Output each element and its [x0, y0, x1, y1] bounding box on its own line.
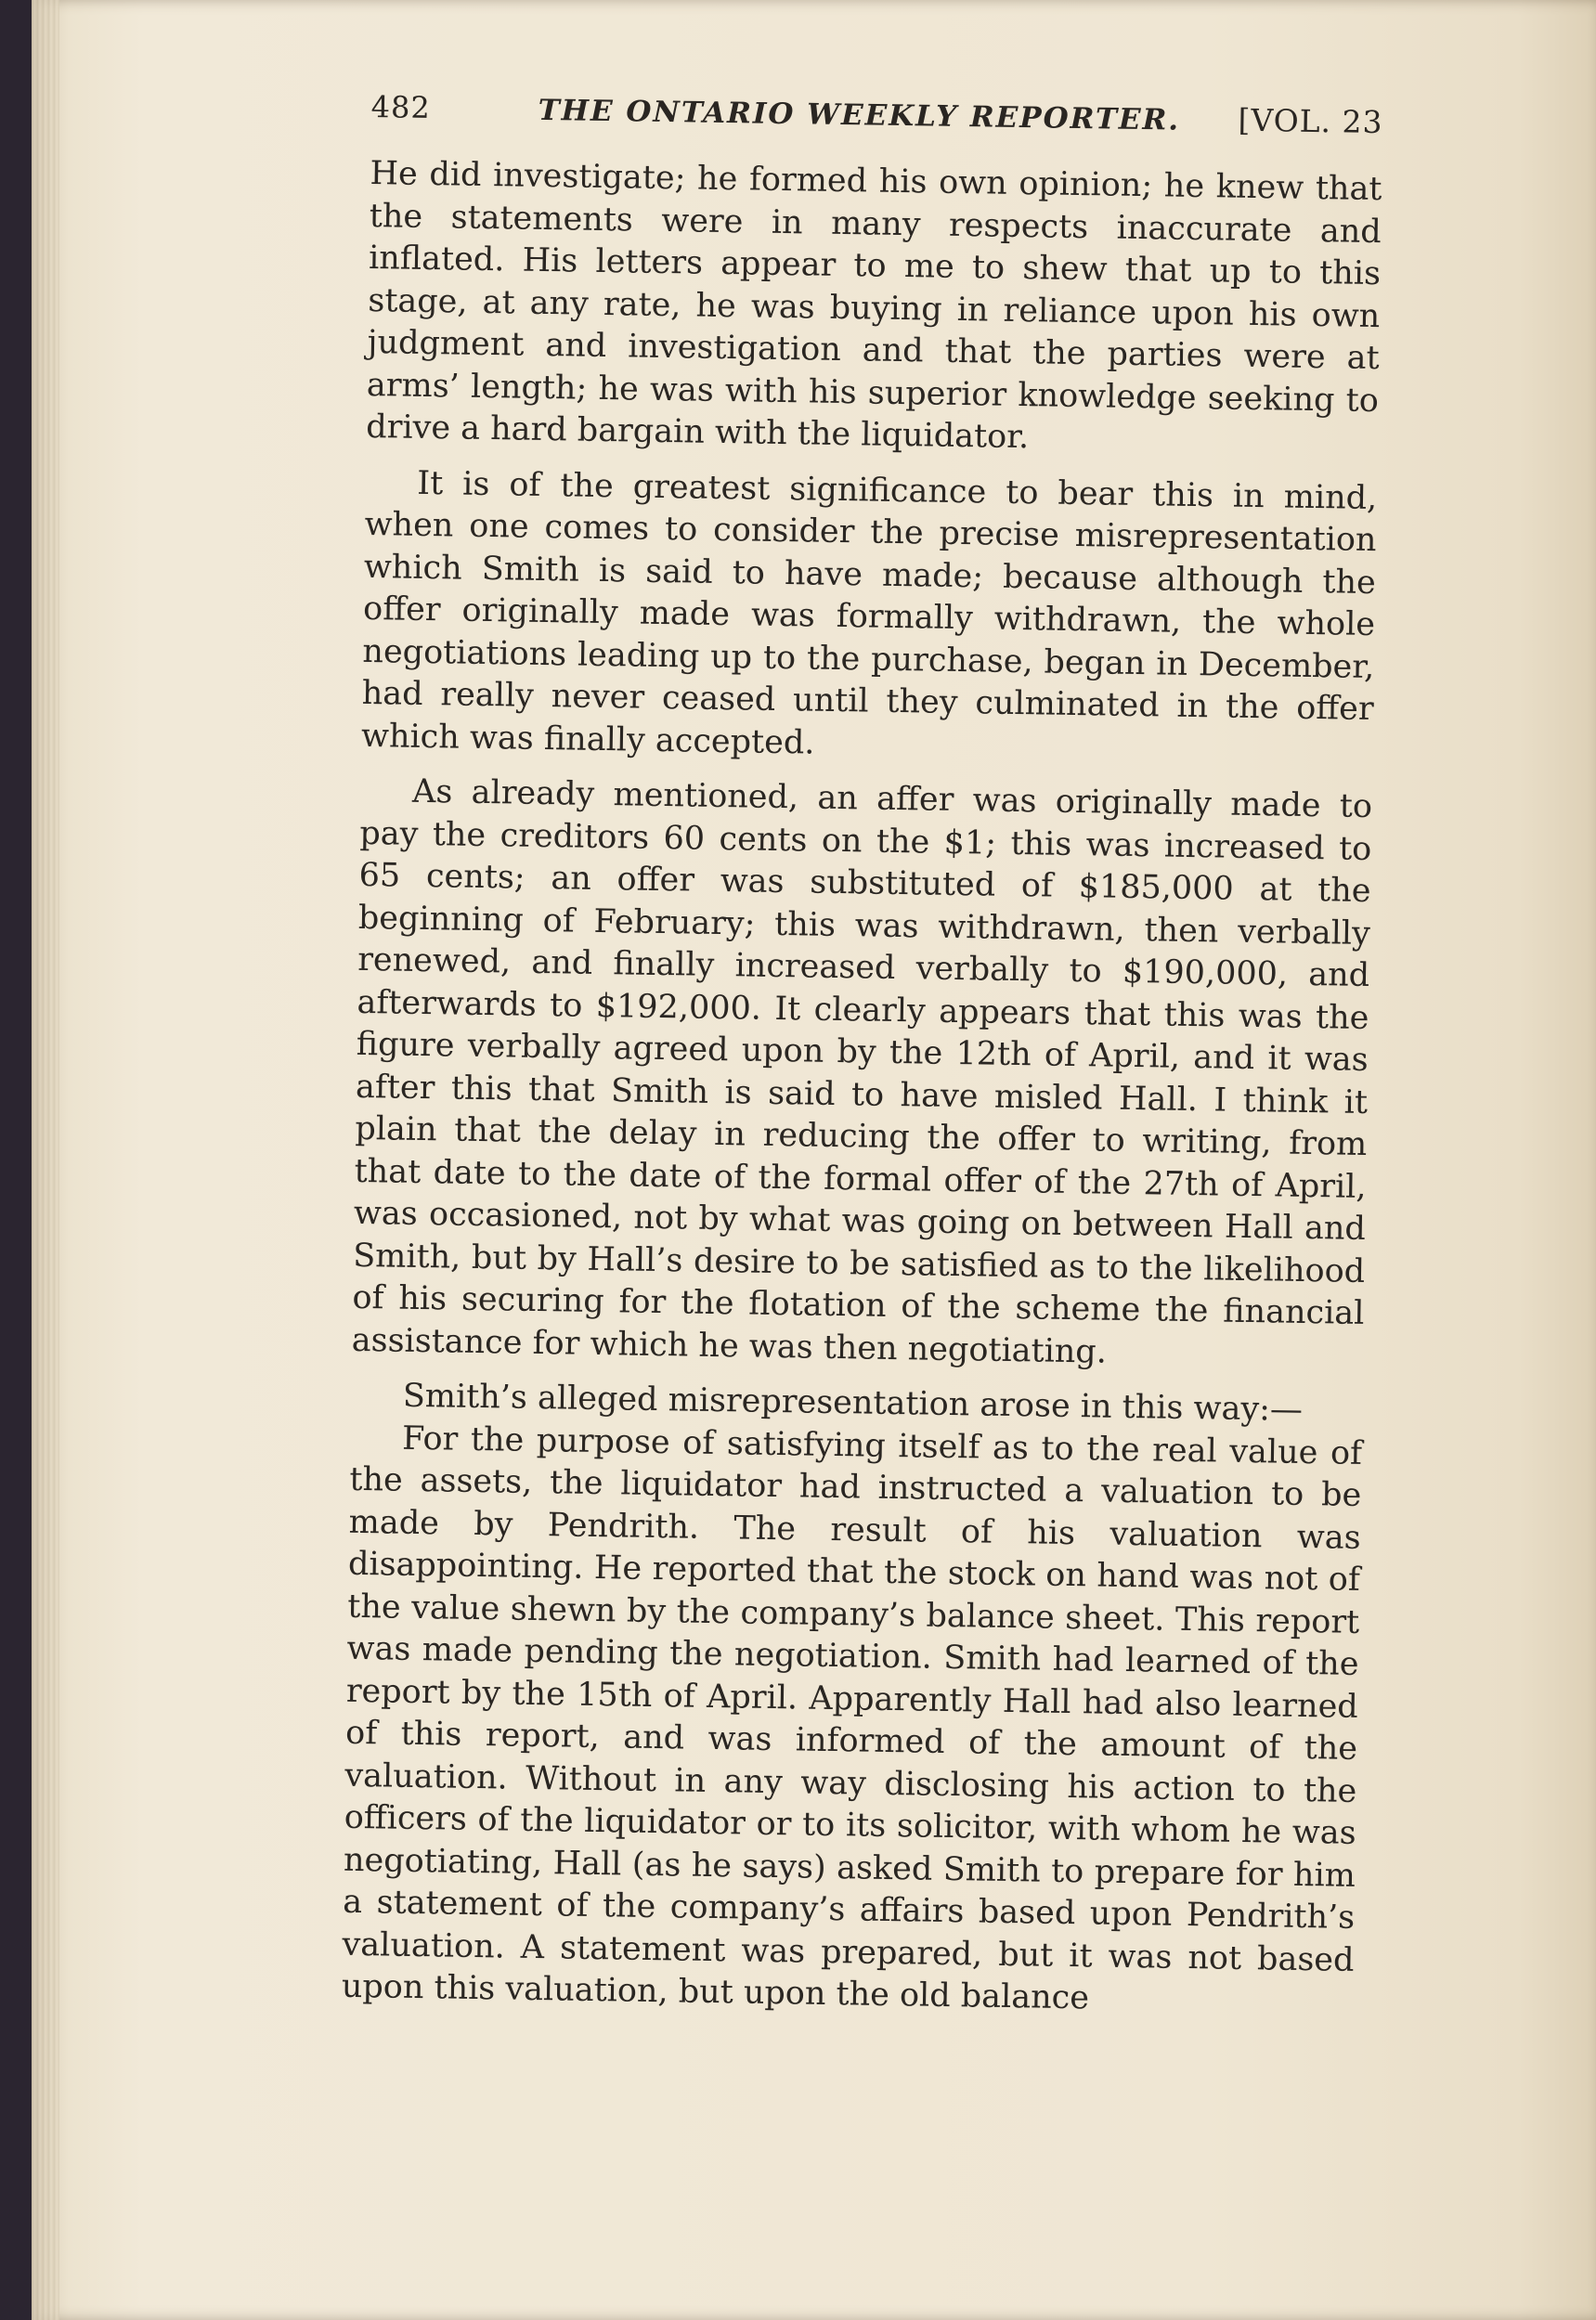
paragraph-2: It is of the greatest significance to bear this in mind, when one comes to consider the precise misrepresentation which Smith is said to have made; because although the offer originally made was formally withdrawn, the whole negotiations leading up to the purchase, began in December, had really never ceased until they culminated in the offer which was finally accepted. — [360, 464, 1378, 762]
paragraph-1: He did investigate; he formed his own opinion; he knew that the statements were in many respects inaccurate and inflated. His letters appear to me to shew that up to this stage, at any rate, he was buying in reliance upon his own judgment and investigation and that the parties were at arms’ length; he was with his superior knowledge seeking to drive a hard bargain with the liquidator. — [365, 154, 1382, 457]
paragraph-3: As already mentioned, an affer was originally made to pay the creditors 60 cents on the $1; this was increased to 65 cents; an offer was substituted of $185,000 at the beginning of February; this was withdrawn, then verbally renewed, and finally increased verbally to $190,000, and afterwards to $192,000. It clearly appears that this was the figure verbally agreed upon by the 12th of April, and it was after this that Smith is said to have misled Hall. I think it plain that the delay in reducing the offer to writing, from that date to the date of the formal offer of the 27th of April, was occasioned, not by what was going on between Hall and Smith, but by Hall’s desire to be satisfied as to the likelihood of his securing for the flotation of the scheme the financial assistance for which he was then negotiating. — [351, 772, 1373, 1371]
page-text-block — [341, 88, 1383, 2037]
running-title: THE ONTARIO WEEKLY REPORTER. — [538, 93, 1181, 137]
page-number: 482 — [370, 88, 432, 126]
volume-label: [VOL. 23 — [1238, 101, 1383, 141]
paragraph-5: For the purpose of satisfying itself as to the real value of the assets, the liquidator had instructed a valuation to be made by Pendrith. The result of his valuation was disappointing. He reported that the stock on hand was not of the value shewn by the company’s balance sheet. This report was made pending the negotiation. Smith had learned of the report by the 15th of April. Apparently Hall had also learned of this report, and was informed of the amount of the valuation. Without in any way disclosing his action to the officers of the liquidator or to its solicitor, with whom he was negotiating, Hall (as he says) asked Smith to prepare for him a statement of the company’s affairs based upon Pendrith’s valuation. A statement was prepared, but it was not based upon this valuation, but upon the old balance — [341, 1419, 1363, 2017]
page-binding-edge — [32, 0, 59, 2320]
paragraph-4: Smith’s alleged misrepresentation arose in this way:— — [402, 1377, 1304, 1429]
